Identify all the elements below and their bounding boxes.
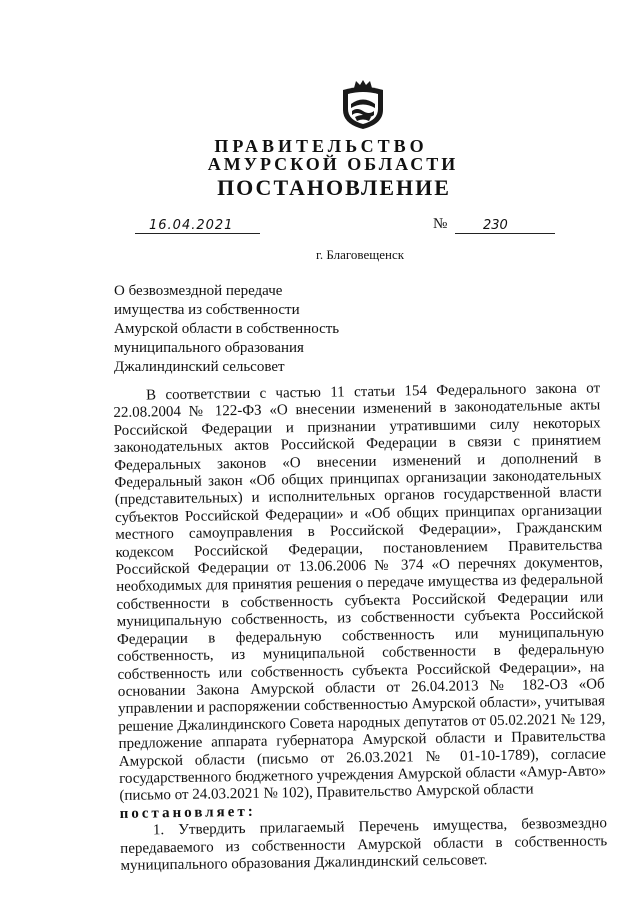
city-label: г. Благовещенск (316, 247, 405, 262)
document-type-title: ПОСТАНОВЛЕНИЕ (217, 175, 451, 200)
document-number: 230 (455, 219, 555, 234)
resolution-item-1: 1. Утвердить прилагаемый Перечень имущества, безвозмездно передаваемого из собственности Амурской области в собственность муниципального образования Джалиндинский сельсовет. (120, 815, 608, 874)
subject-line: муниципального образования (114, 340, 304, 356)
subject-line: имущества из собственности (114, 302, 300, 318)
decree-word: постановляет: (119, 803, 256, 822)
government-title-line2: АМУРСКОЙ ОБЛАСТИ (207, 154, 459, 174)
number-label: № (433, 216, 448, 232)
preamble-paragraph: В соответствии с частью 11 статьи 154 Федерального закона от 22.08.2004 № 122-ФЗ «О внесении изменений в законодательные акты Российской Федерации и признании утратившими силу некоторых законодательных актов Российской Федерации в связи с принятием Федеральных законов «О внесении изменений и дополнений в Федеральный закон «Об общих принципах организации законодательных (представительных) и исполнительных органов государственной власти субъектов Российской Федерации» и «Об общих принципах организации местного самоуправления в Российской Федерации», Гражданским кодексом Российской Федерации, постановлением Правительства Российской Федерации от 13.06.2006 № 374 «О перечнях документов, необходимых для принятия решения о передаче имущества из федеральной собственности в собственность субъекта Российской Федерации или муниципальную собственность, из собственности субъекта Российской Федерации в федеральную собственность или муниципальную собственность, из муниципальной собственности в федеральную собственность или собственность субъекта Российской Федерации», на основании Закона Амурской области от 26.04.2013 № 182-ОЗ «Об управлении и распоряжении собственностью Амурской области», учитывая решение Джалиндинского Совета народных депутатов от 05.02.2021 № 129, предложение аппарата губернатора Амурской области и Правительства Амурской области (письмо от 26.03.2021 № 01-10-1789), согласие государственного бюджетного учреждения Амурской области «Амур-Авто» (письмо от 24.03.2021 № 102), Правительство Амурской области (113, 380, 607, 805)
subject-line: Джалиндинский сельсовет (114, 359, 285, 375)
subject-line: О безвозмездной передаче (114, 283, 283, 299)
document-date: 16.04.2021 (135, 219, 260, 234)
document-body (113, 380, 608, 875)
document-subject (114, 282, 339, 377)
subject-line: Амурской области в собственность (114, 321, 340, 337)
government-title-line1: ПРАВИТЕЛЬСТВО (214, 136, 428, 156)
coat-of-arms-icon (339, 80, 387, 130)
